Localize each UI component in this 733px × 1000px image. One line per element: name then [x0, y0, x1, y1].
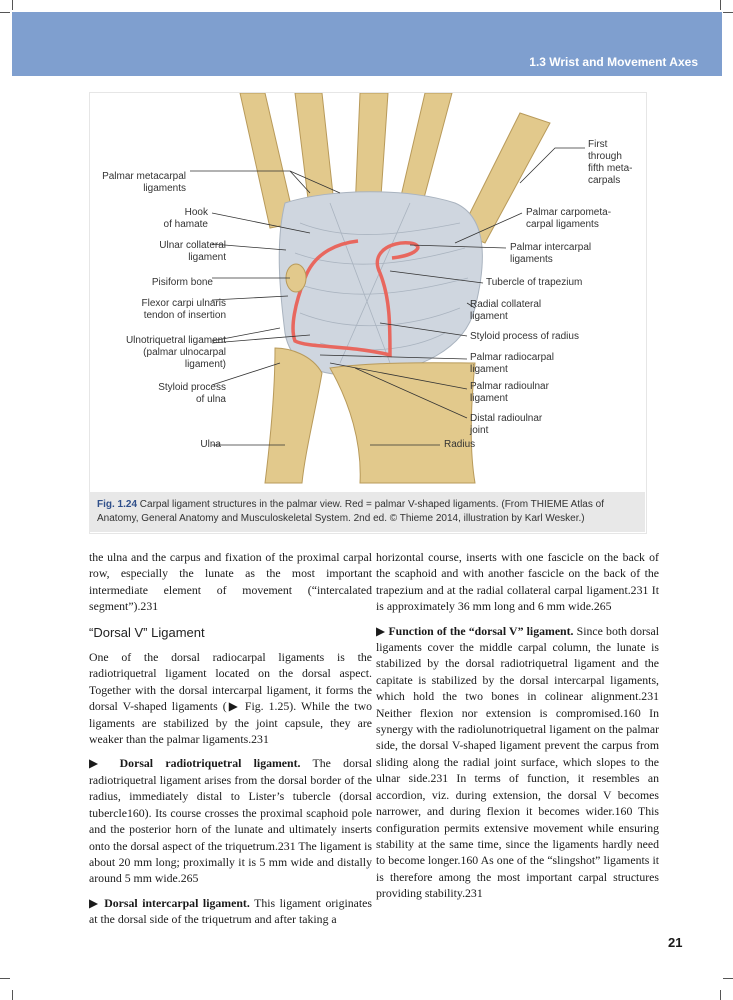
section-heading: “Dorsal V” Ligament: [89, 624, 205, 640]
crop-mark: [723, 12, 733, 13]
paragraph: [89, 895, 372, 928]
paragraph: the ulna and the carpus and fixation of the proximal carpal row, especially the lunate as the most important intermediate element of movement (“intercalated segment”).231: [89, 550, 372, 614]
figure-caption: [89, 492, 645, 532]
paragraph-lead: ▶ Dorsal intercarpal ligament.: [89, 895, 250, 910]
right-column: [376, 549, 659, 910]
caption-text: Carpal ligament structures in the palmar view. Red = palmar V-shaped ligaments. (From THIEME Atlas of Anatomy, General Anatomy and Musculoskeletal System. 2nd ed. © Thieme 2014, illustration by Karl Wesker.): [97, 499, 604, 524]
label-radius: Radius: [444, 439, 476, 450]
paragraph: horizontal course, inserts with one fascicle on the back of the scaphoid and with another fascicle on the back of the trapezium and at the radial collateral carpal ligament.231 It is approximately 36 mm long and 6 mm wide.265: [376, 550, 659, 614]
paragraph-body: This ligament originates at the dorsal side of the triquetrum and after taking a: [89, 895, 372, 927]
crop-mark: [720, 990, 721, 1000]
left-column: [89, 549, 372, 936]
label-fcu-tendon: Flexor carpi ulnaris tendon of insertion: [141, 298, 226, 321]
label-palmar-carpometacarpal: Palmar carpometa- carpal ligaments: [526, 207, 612, 230]
paragraph: [89, 755, 372, 886]
running-head: 1.3 Wrist and Movement Axes: [529, 55, 698, 69]
label-pisiform: Pisiform bone: [151, 277, 213, 288]
figure: [89, 92, 647, 534]
label-hook-of-hamate: Hook of hamate: [163, 207, 208, 230]
paragraph-lead: ▶ Function of the “dorsal V” ligament.: [376, 623, 574, 638]
label-palmar-radioulnar: Palmar radioulnar ligament: [470, 381, 549, 404]
label-styloid-radius: Styloid process of radius: [470, 331, 579, 342]
label-palmar-radiocarpal: Palmar radiocarpal ligament: [470, 352, 554, 375]
label-distal-radioulnar: Distal radioulnar joint: [470, 413, 543, 436]
label-ulna: Ulna: [200, 439, 221, 450]
crop-mark: [0, 978, 10, 979]
paragraph-body: The dorsal radiotriquetral ligament arises from the dorsal border of the radius, immediately distal to Lister’s tubercle (dorsal tubercle160). Its course crosses the proximal scaphoid pole and the posterior horn of the lunate and ultimately inserts onto the dorsal aspect of the triquetrum.231 The ligament is about 20 mm long; proximally it is 5 mm wide and distally around 5 mm wide.265: [89, 756, 372, 886]
page-number: 21: [668, 935, 683, 950]
carpal-ligament-mass: [279, 192, 482, 375]
paragraph: One of the dorsal radiocarpal ligaments is the radiotriquetral ligament located on the dorsal aspect. Together with the dorsal intercarpal ligament, it forms the dorsal V-shaped ligaments (▶ Fig. 1.25). While the two ligaments are stabilized by the joint capsule, they are weaker than the palmar ligaments.231: [89, 650, 372, 747]
label-first-fifth-metacarpals: First through fifth meta- carpals: [588, 139, 633, 186]
caption-label: Fig. 1.24: [97, 499, 138, 510]
crop-mark: [12, 990, 13, 1000]
label-styloid-ulna: Styloid process of ulna: [158, 382, 226, 405]
crop-mark: [0, 12, 10, 13]
label-radial-collateral: Radial collateral ligament: [470, 299, 542, 322]
radius-bone: [330, 363, 475, 483]
paragraph-lead: ▶ Dorsal radiotriquetral ligament.: [89, 756, 301, 771]
crop-mark: [12, 0, 13, 10]
label-palmar-intercarpal: Palmar intercarpal ligaments: [510, 242, 592, 265]
caption-text-block: [97, 498, 637, 526]
crop-mark: [723, 978, 733, 979]
paragraph: [376, 623, 659, 902]
crop-mark: [720, 0, 721, 10]
label-palmar-metacarpal: Palmar metacarpal ligaments: [102, 171, 186, 194]
label-ulnar-collateral: Ulnar collateral ligament: [159, 240, 226, 263]
label-tubercle-trapezium: Tubercle of trapezium: [486, 277, 583, 288]
header-band: [12, 12, 722, 76]
paragraph-body: Since both dorsal ligaments cover the middle carpal column, the lunate is stabilized by the dorsal radiotriquetral ligament and the capitate is stabilized by the dorsal intercarpal ligaments, which hold the two bones in colinear alignment.231 Neither flexion nor extension is compromised.160 In synergy with the radiolunotriquetral ligament on the palmar side, the dorsal V-shaped ligament prevent the carpus from sliding along the radial joint surface, which slopes to the ulnar side.231 In terms of function, it resembles an accordion, viz. during extension, the dorsal V becomes narrower, and during flexion it becomes wider.160 This configuration permits extensive movement while ensuring stability at the same time, since the ligaments hardly need to become longer.160 As one of the “slingshot” ligaments it is therefore among the most important carpal structures providing stability.231: [376, 623, 660, 901]
ulna-bone: [265, 348, 322, 483]
label-ulnotriquetral: Ulnotriquetral ligament (palmar ulnocarpal ligament): [125, 335, 226, 370]
